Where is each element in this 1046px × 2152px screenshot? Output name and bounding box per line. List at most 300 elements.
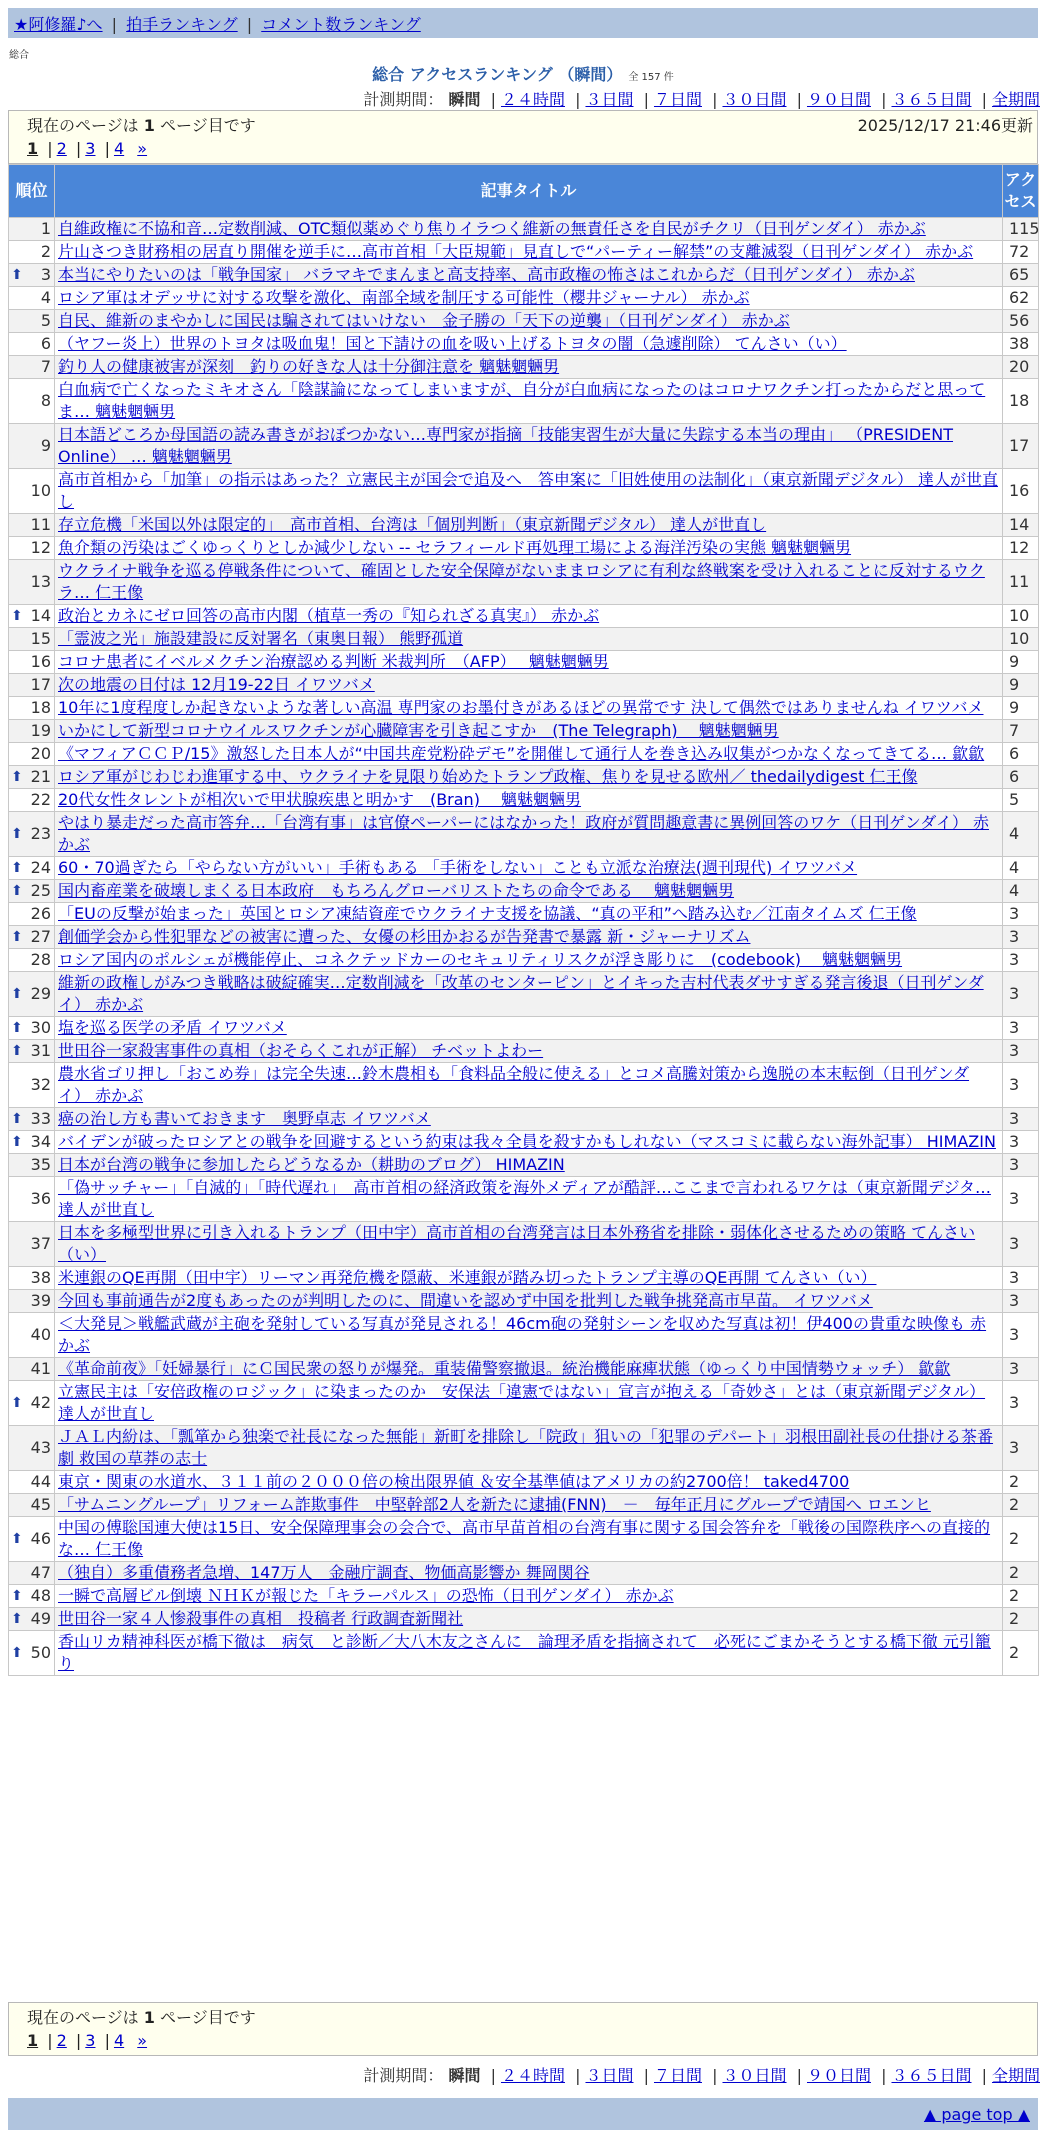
table-row: [9, 310, 1039, 333]
rank-number: 26: [30, 904, 51, 923]
article-link[interactable]: 《マフィアＣＣＰ/15》激怒した日本人が“中国共産党粉砕デモ”を開催して通行人を巻き込み収集がつかなくなってきてる… 歙歙: [58, 744, 985, 763]
rank-cell: [9, 1131, 55, 1154]
access-count: 10: [1003, 628, 1039, 651]
period-option[interactable]: ３６５日間: [891, 2066, 972, 2085]
article-link[interactable]: 高市首相から「加筆」の指示はあった？立憲民主が国会で追及へ 答申案に「旧姓使用の法制化」（東京新聞デジタル） 達人が世直し: [58, 470, 998, 511]
rank-up-arrow-icon: ⬆: [11, 267, 23, 283]
table-row: [9, 949, 1039, 972]
article-link[interactable]: 米連銀のQE再開（田中宇）リーマン再発危機を隠蔽、米連銀が踏み切ったトランプ主導のQE再開 てんさい（い）: [58, 1268, 877, 1287]
rank-cell: [9, 1017, 55, 1040]
table-row: [9, 697, 1039, 720]
access-count: 9: [1003, 697, 1039, 720]
title-cell: [55, 1585, 1003, 1608]
article-link[interactable]: 釣り人の健康被害が深刻 釣りの好きな人は十分御注意を 魑魅魍魎男: [58, 357, 560, 376]
access-count: 2: [1003, 1608, 1039, 1631]
access-count: 3: [1003, 1290, 1039, 1313]
table-row: [9, 1313, 1039, 1358]
access-count: 3: [1003, 1222, 1039, 1267]
rank-number: 7: [40, 357, 51, 376]
period-option[interactable]: ２４時間: [500, 2066, 565, 2085]
rank-cell: [9, 674, 55, 697]
title-cell: [55, 857, 1003, 880]
period-option[interactable]: ９０日間: [806, 90, 871, 109]
rank-number: 25: [30, 881, 51, 900]
table-row: [9, 1290, 1039, 1313]
rank-up-arrow-icon: ⬆: [11, 1645, 23, 1661]
article-link[interactable]: 次の地震の日付は 12月19-22日 イワツバメ: [58, 675, 375, 694]
period-option[interactable]: ７日間: [653, 2066, 702, 2085]
category-label: 総合: [9, 50, 29, 61]
rank-up-arrow-icon: ⬆: [11, 1111, 23, 1127]
table-row: [9, 469, 1039, 514]
article-link[interactable]: 中国の傅聡国連大使は15日、安全保障理事会の会合で、高市早苗首相の台湾有事に関する国会答弁を「戦後の国際秩序への直接的な… 仁王像: [58, 1518, 991, 1559]
rank-up-arrow-icon: ⬆: [11, 1134, 23, 1150]
separator: |: [111, 15, 118, 34]
rank-number: 35: [30, 1155, 51, 1174]
table-row: [9, 1017, 1039, 1040]
rank-number: 27: [30, 927, 51, 946]
title-cell: [55, 1063, 1003, 1108]
rank-number: 22: [30, 790, 51, 809]
rank-number: 16: [30, 652, 51, 671]
total-count: 全 157 件: [628, 72, 674, 83]
rank-cell: [9, 1177, 55, 1222]
rank-number: 48: [30, 1586, 51, 1605]
rank-number: 29: [30, 984, 51, 1003]
access-count: 9: [1003, 674, 1039, 697]
rank-cell: [9, 469, 55, 514]
period-option[interactable]: ９０日間: [806, 2066, 871, 2085]
rank-up-arrow-icon: ⬆: [11, 1588, 23, 1604]
title-cell: [55, 674, 1003, 697]
rank-cell: [9, 1471, 55, 1494]
article-link[interactable]: 存立危機「米国以外は限定的」 高市首相、台湾は「個別判断」（東京新聞デジタル） 達人が世直し: [58, 515, 767, 534]
article-link[interactable]: 維新の政権しがみつき戦略は破綻確実…定数削減を「改革のセンターピン」とイキった吉村代表ダサすぎる発言後退（日刊ゲンダイ） 赤かぶ: [58, 973, 984, 1014]
comment-ranking-link[interactable]: コメント数ランキング: [261, 15, 421, 34]
period-option[interactable]: ３０日間: [722, 90, 787, 109]
period-option[interactable]: ３日間: [585, 2066, 634, 2085]
table-row: [9, 857, 1039, 880]
rank-up-arrow-icon: ⬆: [11, 1611, 23, 1627]
rank-number: 11: [30, 515, 51, 534]
clap-ranking-link[interactable]: 拍手ランキング: [126, 15, 238, 34]
rank-cell: [9, 949, 55, 972]
article-link[interactable]: バイデンが破ったロシアとの戦争を回避するという約束は我々全員を殺すかもしれない（マスコミに載らない海外記事） HIMAZIN: [58, 1132, 996, 1151]
title-cell: [55, 880, 1003, 903]
title-cell: [55, 218, 1003, 241]
rank-number: 18: [30, 698, 51, 717]
period-option[interactable]: 全期間: [991, 2066, 1040, 2085]
page-link[interactable]: 3: [85, 139, 96, 158]
rank-cell: [9, 1608, 55, 1631]
article-link[interactable]: 片山さつき財務相の居直り開催を逆手に…高市首相「大臣規範」見直しで“パーティー解禁”の支離滅裂（日刊ゲンダイ） 赤かぶ: [58, 242, 974, 261]
article-link[interactable]: （ヤフー炎上）世界のトヨタは吸血鬼！国と下請けの血を吸い上げるトヨタの闇（急遽削除） てんさい（い）: [58, 334, 847, 353]
access-count: 72: [1003, 241, 1039, 264]
access-count: 38: [1003, 333, 1039, 356]
page-link[interactable]: 2: [56, 2031, 67, 2050]
period-current: 瞬間: [448, 90, 481, 109]
rank-number: 47: [30, 1563, 51, 1582]
rank-number: 33: [30, 1109, 51, 1128]
article-link[interactable]: コロナ患者にイベルメクチン治療認める判断 米裁判所 （AFP） 魑魅魍魎男: [58, 652, 609, 671]
access-count: 5: [1003, 789, 1039, 812]
table-row: [9, 1108, 1039, 1131]
article-link[interactable]: ロシア軍はオデッサに対する攻撃を激化、南部全域を制圧する可能性（櫻井ジャーナル） 赤かぶ: [58, 288, 750, 307]
article-link[interactable]: 日本語どころか母国語の読み書きがおぼつかない…専門家が指摘「技能実習生が大量に失踪する本当の理由」 （PRESIDENT Online） … 魑魅魍魎男: [58, 425, 954, 466]
access-count: 10: [1003, 605, 1039, 628]
home-link[interactable]: ★阿修羅♪へ: [14, 15, 103, 34]
rank-number: 38: [30, 1268, 51, 1287]
title-cell: [55, 264, 1003, 287]
table-row: [9, 1381, 1039, 1426]
table-row: [9, 1562, 1039, 1585]
title-cell: [55, 1517, 1003, 1562]
access-count: 3: [1003, 949, 1039, 972]
footer-bar: [8, 2098, 1038, 2130]
article-link[interactable]: 政治とカネにゼロ回答の高市内閣（植草一秀の『知られざる真実』） 赤かぶ: [58, 606, 600, 625]
title-cell: [55, 1381, 1003, 1426]
article-link[interactable]: 東京・関東の水道水、３１１前の２０００倍の検出限界値 ＆安全基準値はアメリカの約2700倍！ taked4700: [58, 1472, 850, 1491]
article-link[interactable]: ロシア軍がじわじわ進軍する中、ウクライナを見限り始めたトランプ政権、焦りを見せる欧州／ thedailydigest 仁王像: [58, 767, 918, 786]
article-link[interactable]: 10年に1度程度しか起きないような著しい高温 専門家のお墨付きがあるほどの異常です 決して偶然ではありませんね イワツバメ: [58, 698, 984, 717]
title-cell: [55, 1040, 1003, 1063]
rank-cell: [9, 241, 55, 264]
access-count: 7: [1003, 720, 1039, 743]
period-selector-top: 計測期間： 瞬間 | ２４時間 | ３日間 | ７日間 | ３０日間 | ９０日間 | ３６５日間 | 全期間: [363, 90, 1040, 109]
table-row: [9, 605, 1039, 628]
table-row: [9, 1426, 1039, 1471]
period-current: 瞬間: [448, 2066, 481, 2085]
table-row: [9, 743, 1039, 766]
article-link[interactable]: ＪＡＬ内紛は、「瓢箪から独楽で社長になった無能」新町を排除し「院政」狙いの「犯罪のデパート」羽根田副社長の仕掛ける茶番劇 救国の草莽の志士: [58, 1427, 994, 1468]
article-link[interactable]: 本当にやりたいのは「戦争国家」 バラマキでまんまと高支持率、高市政権の怖さはこれからだ（日刊ゲンダイ） 赤かぶ: [58, 265, 915, 284]
table-row: [9, 1608, 1039, 1631]
access-count: 3: [1003, 1177, 1039, 1222]
page-info-bottom: [8, 2002, 1038, 2056]
article-link[interactable]: 今回も事前通告が2度もあったのが判明したのに、間違いを認めず中国を批判した戦争挑発高市早苗。 イワツバメ: [58, 1291, 873, 1310]
rank-number: 43: [30, 1438, 51, 1457]
rank-number: 17: [30, 675, 51, 694]
rank-cell: [9, 605, 55, 628]
table-row: [9, 1267, 1039, 1290]
rank-cell: [9, 1381, 55, 1426]
rank-number: 32: [30, 1075, 51, 1094]
rank-up-arrow-icon: ⬆: [11, 769, 23, 785]
rank-number: 8: [40, 391, 51, 410]
title-cell: [55, 1631, 1003, 1676]
table-row: [9, 1471, 1039, 1494]
rank-cell: [9, 1222, 55, 1267]
rank-cell: [9, 812, 55, 857]
title-cell: [55, 1154, 1003, 1177]
title-cell: [55, 926, 1003, 949]
next-page-link[interactable]: »: [137, 2031, 148, 2050]
title-cell: [55, 287, 1003, 310]
rank-cell: [9, 697, 55, 720]
rank-number: 36: [30, 1189, 51, 1208]
table-row: [9, 1063, 1039, 1108]
period-option[interactable]: ３０日間: [722, 2066, 787, 2085]
page-link[interactable]: 2: [56, 139, 67, 158]
access-count: 56: [1003, 310, 1039, 333]
rank-number: 21: [30, 767, 51, 786]
title-cell: [55, 949, 1003, 972]
title-cell: [55, 1267, 1003, 1290]
article-link[interactable]: やはり暴走だった高市答弁…「台湾有事」は官僚ペーパーにはなかった！政府が質問趣意書に異例回答のワケ（日刊ゲンダイ） 赤かぶ: [58, 813, 990, 854]
rank-number: 45: [30, 1495, 51, 1514]
table-row: [9, 903, 1039, 926]
article-link[interactable]: 白血病で亡くなったミキオさん「陰謀論になってしまいますが、自分が白血病になったのはコロナワクチン打ったからだと思ってま… 魑魅魍魎男: [58, 380, 986, 421]
table-row: [9, 926, 1039, 949]
title-cell: [55, 1131, 1003, 1154]
article-link[interactable]: 《革命前夜》「妊婦暴行」にＣ国民衆の怒りが爆発。重装備警察撤退。統治機能麻痺状態（ゆっくり中国情勢ウォッチ） 歙歙: [58, 1359, 951, 1378]
title-cell: [55, 720, 1003, 743]
article-link[interactable]: 60・70過ぎたら「やらない方がいい」手術もある 「手術をしない」ことも立派な治療法(週刊現代) イワツバメ: [58, 858, 858, 877]
table-row: [9, 1154, 1039, 1177]
next-page-link[interactable]: »: [137, 139, 148, 158]
article-link[interactable]: 日本が台湾の戦争に参加したらどうなるか（耕助のブログ） HIMAZIN: [58, 1155, 565, 1174]
pagination: 1 | 2 | 3 | 4 »: [27, 139, 148, 158]
title-cell: [55, 972, 1003, 1017]
rank-up-arrow-icon: ⬆: [11, 1531, 23, 1547]
rank-cell: [9, 1313, 55, 1358]
table-row: [9, 514, 1039, 537]
rank-cell: [9, 1358, 55, 1381]
page-top-link[interactable]: ▲ page top ▲: [923, 2105, 1030, 2124]
rank-number: 50: [30, 1643, 51, 1662]
article-link[interactable]: いかにして新型コロナウイルスワクチンが心臓障害を引き起こすか (The Telegraph) 魑魅魍魎男: [58, 721, 779, 740]
access-count: 2: [1003, 1585, 1039, 1608]
title-cell: [55, 1562, 1003, 1585]
table-row: [9, 789, 1039, 812]
rank-cell: [9, 424, 55, 469]
rank-number: 44: [30, 1472, 51, 1491]
table-row: [9, 537, 1039, 560]
rank-cell: [9, 1585, 55, 1608]
rank-number: 30: [30, 1018, 51, 1037]
article-link[interactable]: 癌の治し方も書いておきます 奥野卓志 イワツバメ: [58, 1109, 431, 1128]
access-count: 3: [1003, 926, 1039, 949]
access-count: 4: [1003, 812, 1039, 857]
page-title-block: [0, 62, 1046, 85]
article-link[interactable]: 「偽サッチャー」「自滅的」「時代遅れ」 高市首相の経済政策を海外メディアが酷評…ここまで言われるワケは（東京新聞デジタ… 達人が世直し: [58, 1178, 991, 1219]
pagination: 1 | 2 | 3 | 4 »: [27, 2031, 148, 2050]
title-cell: [55, 333, 1003, 356]
rank-cell: [9, 379, 55, 424]
rank-number: 6: [40, 334, 51, 353]
table-row: [9, 287, 1039, 310]
period-option[interactable]: ３日間: [585, 90, 634, 109]
access-count: 11: [1003, 560, 1039, 605]
rank-number: 49: [30, 1609, 51, 1628]
period-option[interactable]: 全期間: [991, 90, 1040, 109]
page-link[interactable]: 4: [113, 139, 125, 158]
access-count: 2: [1003, 1562, 1039, 1585]
table-row: [9, 356, 1039, 379]
rank-up-arrow-icon: ⬆: [11, 883, 23, 899]
title-cell: [55, 1108, 1003, 1131]
page-title: 総合 アクセスランキング （瞬間）: [372, 65, 623, 84]
rank-up-arrow-icon: ⬆: [11, 860, 23, 876]
article-link[interactable]: 世田谷一家４人惨殺事件の真相 投稿者 行政調査新聞社: [58, 1609, 464, 1628]
rank-cell: [9, 651, 55, 674]
page-current: 1: [27, 139, 39, 158]
rank-cell: [9, 1631, 55, 1676]
rank-number: 39: [30, 1291, 51, 1310]
rank-cell: [9, 628, 55, 651]
table-row: [9, 1494, 1039, 1517]
title-cell: [55, 1177, 1003, 1222]
table-row: [9, 560, 1039, 605]
article-link[interactable]: 一瞬で高層ビル倒壊 ＮＨＫが報じた「キラーパルス」の恐怖（日刊ゲンダイ） 赤かぶ: [58, 1586, 674, 1605]
rank-cell: [9, 1494, 55, 1517]
rank-cell: [9, 1063, 55, 1108]
article-link[interactable]: 農水省ゴリ押し「おこめ券」は完全失速…鈴木農相も「食料品全般に使える」とコメ高騰対策から逸脱の本末転倒（日刊ゲンダイ） 赤かぶ: [58, 1064, 970, 1105]
table-row: [9, 1585, 1039, 1608]
rank-number: 37: [30, 1234, 51, 1253]
table-row: [9, 1177, 1039, 1222]
rank-cell: [9, 356, 55, 379]
access-count: 3: [1003, 1313, 1039, 1358]
rank-number: 1: [40, 219, 51, 238]
access-count: 12: [1003, 537, 1039, 560]
rank-cell: [9, 333, 55, 356]
title-cell: [55, 1426, 1003, 1471]
table-row: [9, 241, 1039, 264]
access-count: 2: [1003, 1631, 1039, 1676]
article-link[interactable]: 「サムニングループ」リフォーム詐欺事件 中堅幹部2人を新たに逮捕(FNN) － 毎年正月にグループで靖国へ ロエンヒ: [58, 1495, 931, 1514]
rank-cell: [9, 1426, 55, 1471]
current-page-text: 現在のページは 1 ページ目です: [27, 116, 256, 135]
period-label: 計測期間：: [363, 90, 444, 109]
title-cell: [55, 537, 1003, 560]
current-page-text: 現在のページは 1 ページ目です: [27, 2008, 256, 2027]
page-info-top: [8, 110, 1038, 164]
period-label: 計測期間：: [363, 2066, 444, 2085]
access-count: 4: [1003, 880, 1039, 903]
rank-cell: [9, 857, 55, 880]
title-cell: [55, 1471, 1003, 1494]
title-cell: [55, 1017, 1003, 1040]
access-header: アクセス: [1003, 165, 1039, 218]
rank-up-arrow-icon: ⬆: [11, 1020, 23, 1036]
article-link[interactable]: 国内畜産業を破壊しまくる日本政府 もちろんグローバリストたちの命令である 魑魅魍魎男: [58, 881, 734, 900]
title-cell: [55, 789, 1003, 812]
period-option[interactable]: ３６５日間: [891, 90, 972, 109]
title-cell: [55, 560, 1003, 605]
rank-number: 13: [30, 572, 51, 591]
rank-cell: [9, 720, 55, 743]
rank-number: 31: [30, 1041, 51, 1060]
rank-cell: [9, 310, 55, 333]
rank-number: 15: [30, 629, 51, 648]
table-row: [9, 674, 1039, 697]
rank-cell: [9, 1267, 55, 1290]
rank-cell: [9, 1154, 55, 1177]
title-cell: [55, 628, 1003, 651]
article-link[interactable]: 自維政権に不協和音…定数削減、OTC類似薬めぐり焦りイラつく維新の無責任さを自民がチクリ（日刊ゲンダイ） 赤かぶ: [58, 219, 926, 238]
rank-number: 23: [30, 824, 51, 843]
access-count: 6: [1003, 766, 1039, 789]
rank-cell: [9, 972, 55, 1017]
rank-up-arrow-icon: ⬆: [11, 986, 23, 1002]
article-link[interactable]: ＜大発見＞戦艦武蔵が主砲を発射している写真が発見される！46cm砲の発射シーンを収めた写真は初！伊400の貴重な映像も 赤かぶ: [58, 1314, 987, 1355]
period-selector-bottom: 計測期間： 瞬間 | ２４時間 | ３日間 | ７日間 | ３０日間 | ９０日間 | ３６５日間 | 全期間: [363, 2066, 1040, 2085]
rank-cell: [9, 218, 55, 241]
article-link[interactable]: 「EUの反撃が始まった」英国とロシア凍結資産でウクライナ支援を協議、“真の平和”へ踏み込む／江南タイムズ 仁王像: [58, 904, 917, 923]
ranking-table: [8, 164, 1039, 1676]
article-link[interactable]: 自民、維新のまやかしに国民は騙されてはいけない 金子勝の「天下の逆襲」（日刊ゲンダイ） 赤かぶ: [58, 311, 790, 330]
rank-cell: [9, 514, 55, 537]
page-link[interactable]: 3: [85, 2031, 96, 2050]
rank-number: 20: [30, 744, 51, 763]
rank-number: 46: [30, 1529, 51, 1548]
table-row: [9, 333, 1039, 356]
title-cell: [55, 651, 1003, 674]
rank-number: 34: [30, 1132, 51, 1151]
title-cell: [55, 1222, 1003, 1267]
table-row: [9, 1131, 1039, 1154]
article-link[interactable]: 魚介類の汚染はごくゆっくりとしか減少しない -- セラフィールド再処理工場による海洋汚染の実態 魑魅魍魎男: [58, 538, 852, 557]
table-row: [9, 264, 1039, 287]
table-row: [9, 812, 1039, 857]
article-link[interactable]: 香山リカ精神科医が橋下徹は 病気 と診断／大八木友之さんに 論理矛盾を指摘されて 必死にごまかそうとする橋下徹 元引籠り: [58, 1632, 991, 1673]
page-link[interactable]: 4: [113, 2031, 125, 2050]
access-count: 20: [1003, 356, 1039, 379]
table-row: [9, 1517, 1039, 1562]
rank-cell: [9, 287, 55, 310]
access-count: 16: [1003, 469, 1039, 514]
period-option[interactable]: ７日間: [653, 90, 702, 109]
rank-header: 順位: [9, 165, 55, 218]
table-row: [9, 651, 1039, 674]
table-row: [9, 424, 1039, 469]
article-link[interactable]: （独自）多重債務者急増、147万人 金融庁調査、物価高影響か 舞岡関谷: [58, 1563, 590, 1582]
article-link[interactable]: 立憲民主は「安倍政権のロジック」に染まったのか 安保法「違憲ではない」宣言が抱える「奇妙さ」とは（東京新聞デジタル） 達人が世直し: [58, 1382, 986, 1423]
article-link[interactable]: 世田谷一家殺害事件の真相（おそらくこれが正解） チベットよわー: [58, 1041, 544, 1060]
title-cell: [55, 514, 1003, 537]
article-link[interactable]: 「霊波之光」施設建設に反対署名（東奥日報） 熊野孤道: [58, 629, 464, 648]
table-row: [9, 880, 1039, 903]
access-count: 2: [1003, 1517, 1039, 1562]
rank-cell: [9, 789, 55, 812]
period-option[interactable]: ２４時間: [500, 90, 565, 109]
rank-number: 42: [30, 1393, 51, 1412]
rank-cell: [9, 537, 55, 560]
title-cell: [55, 1290, 1003, 1313]
access-count: 3: [1003, 1154, 1039, 1177]
article-link[interactable]: ロシア国内のポルシェが機能停止、コネクテッドカーのセキュリティリスクが浮き彫りに (codebook) 魑魅魍魎男: [58, 950, 903, 969]
access-count: 3: [1003, 1063, 1039, 1108]
title-cell: [55, 1313, 1003, 1358]
title-cell: [55, 1608, 1003, 1631]
article-link[interactable]: 日本を多極型世界に引き入れるトランプ（田中宇）高市首相の台湾発言は日本外務省を排除・弱体化させるための策略 てんさい（い）: [58, 1223, 976, 1264]
article-link[interactable]: ウクライナ戦争を巡る停戦条件について、確固とした安全保障がないままロシアに有利な終戦案を受け入れることに反対するウクラ… 仁王像: [58, 561, 985, 602]
rank-cell: [9, 1562, 55, 1585]
article-link[interactable]: 20代女性タレントが相次いで甲状腺疾患と明かす (Bran) 魑魅魍魎男: [58, 790, 582, 809]
access-count: 17: [1003, 424, 1039, 469]
article-link[interactable]: 塩を巡る医学の矛盾 イワツバメ: [58, 1018, 287, 1037]
rank-cell: [9, 560, 55, 605]
table-row: [9, 218, 1039, 241]
updated-timestamp: 2025/12/17 21:46更新: [857, 116, 1033, 135]
article-link[interactable]: 創価学会から性犯罪などの被害に遭った、女優の杉田かおるが告発書で暴露 新・ジャーナリズム: [58, 927, 751, 946]
title-cell: [55, 1494, 1003, 1517]
access-count: 2: [1003, 1494, 1039, 1517]
table-row: [9, 1631, 1039, 1676]
access-count: 65: [1003, 264, 1039, 287]
access-count: 4: [1003, 857, 1039, 880]
